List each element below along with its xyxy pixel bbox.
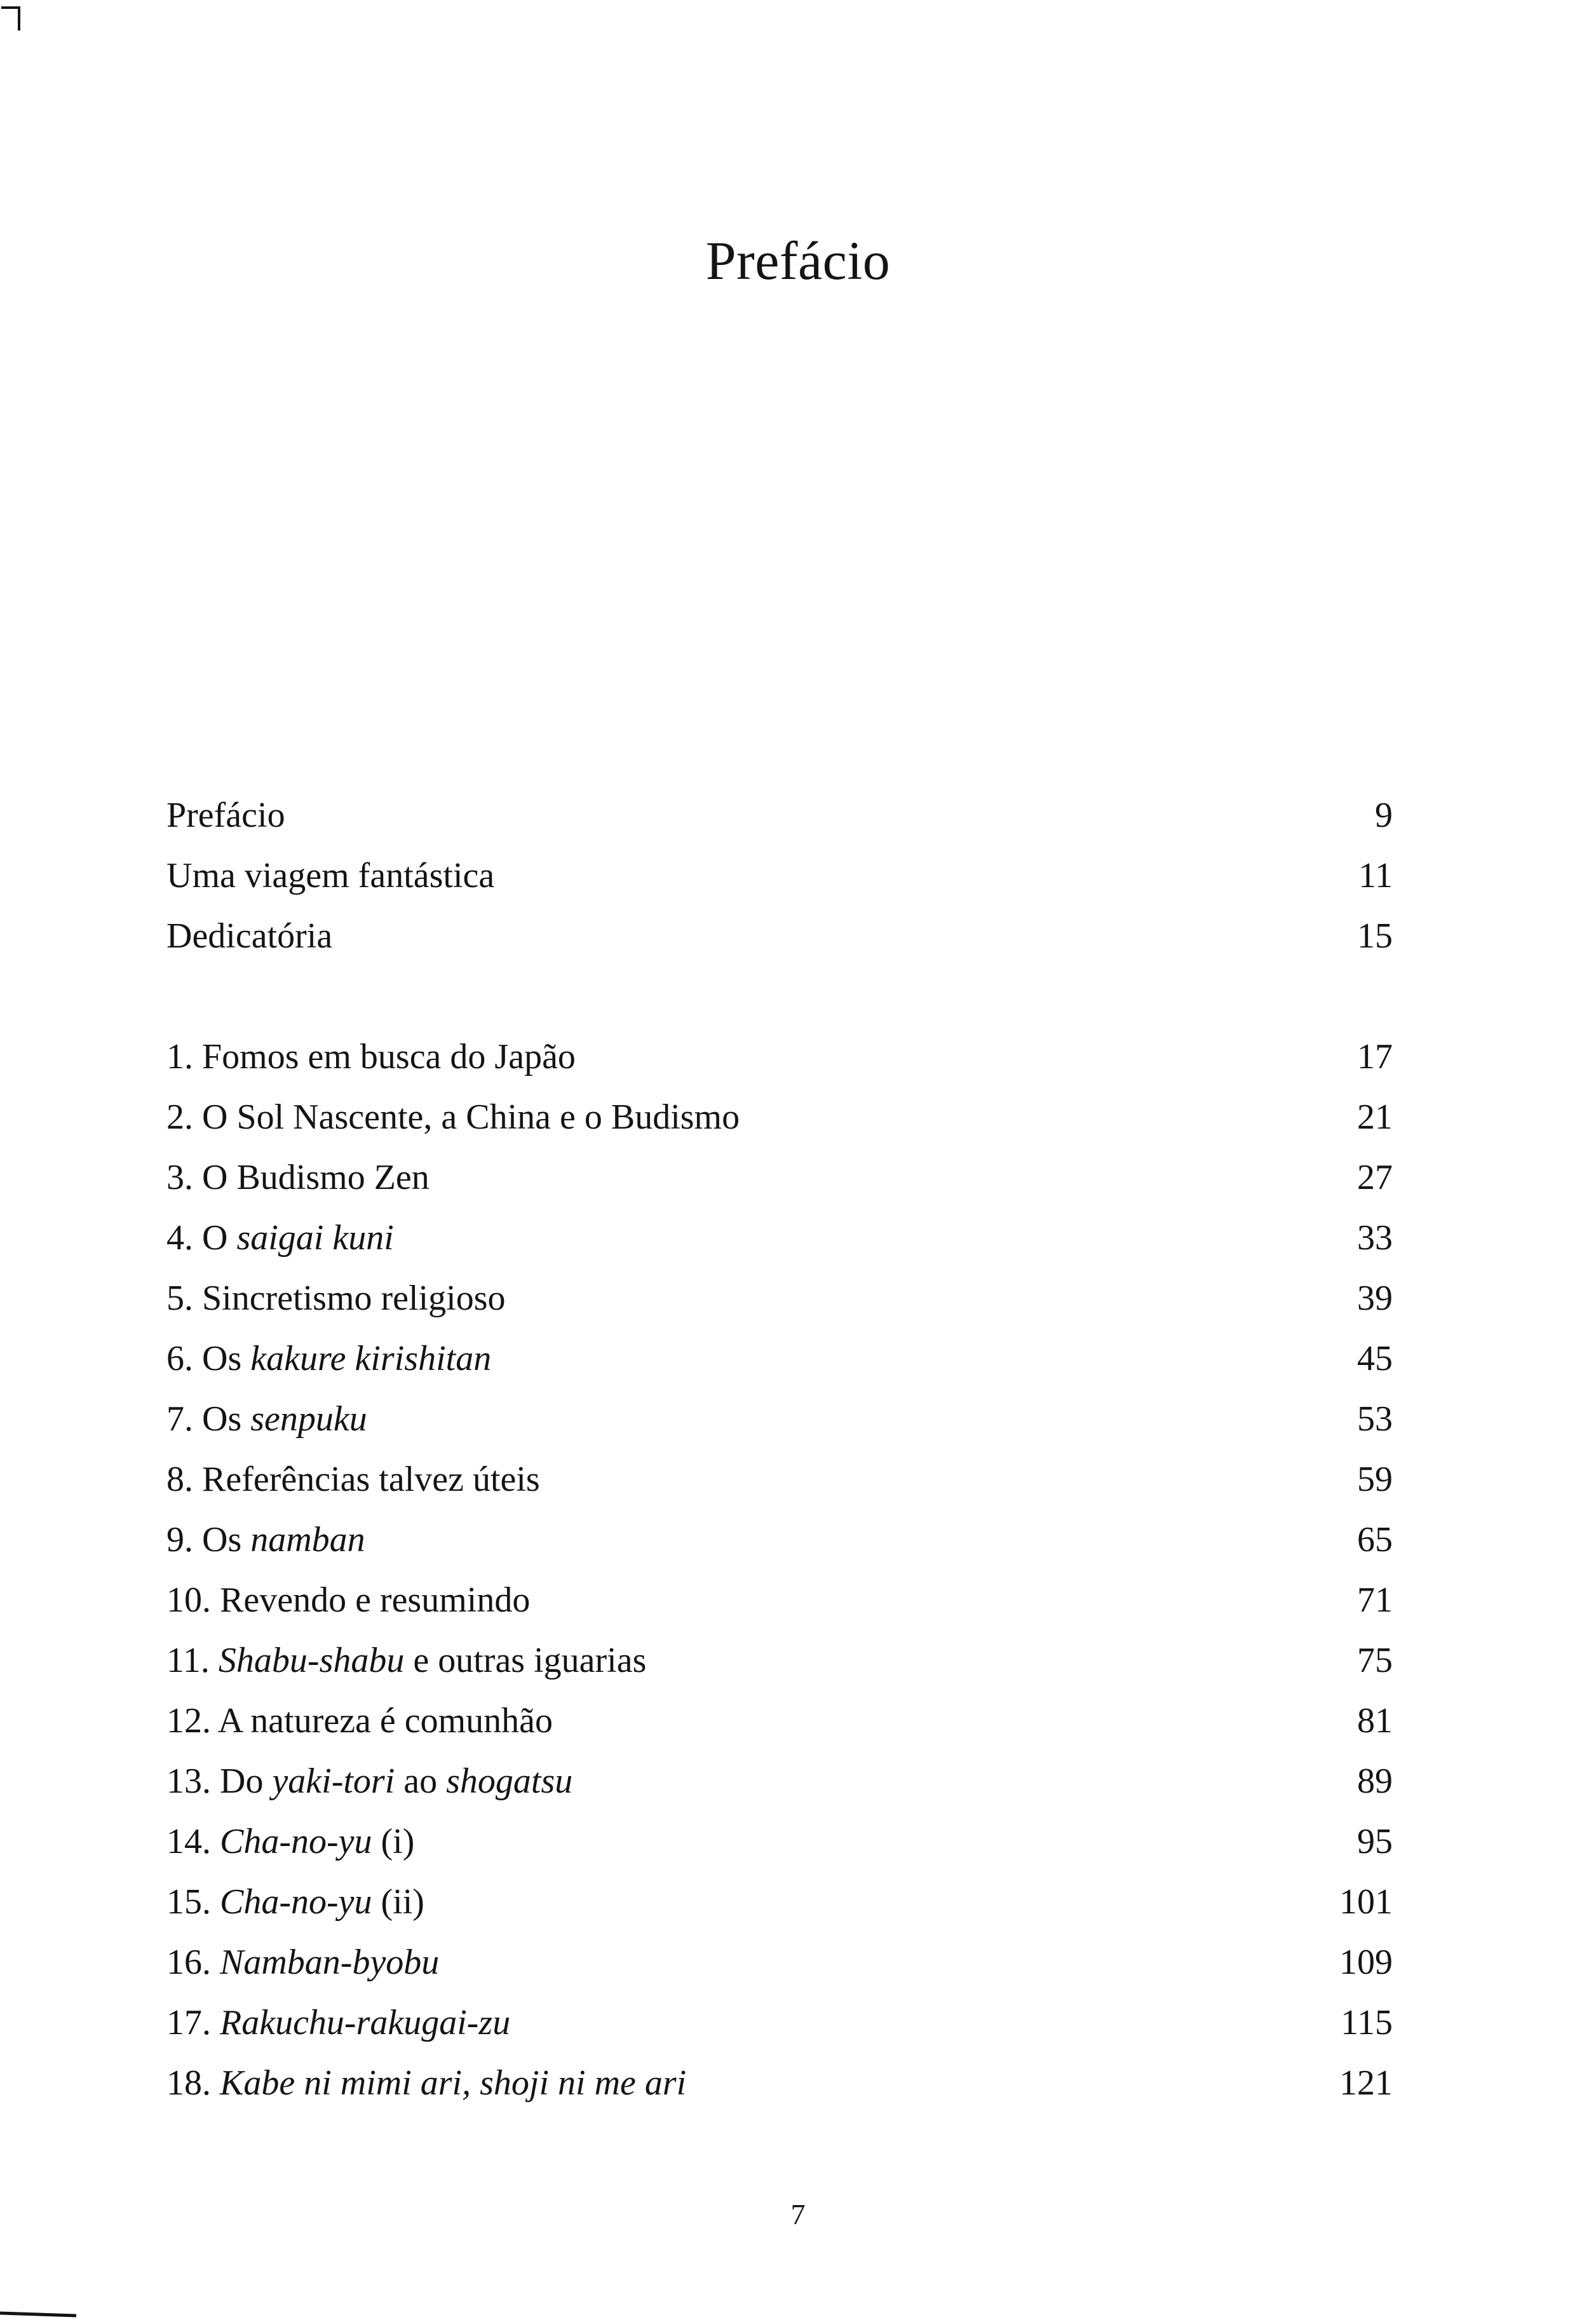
chapter-title-text: Revendo e resumindo — [220, 1580, 531, 1620]
chapter-number: 11. — [166, 1641, 210, 1680]
crop-mark-bottom-icon — [0, 2309, 76, 2318]
chapter-title-italic: Cha-no-yu — [220, 1882, 372, 1922]
toc-row — [166, 1208, 1393, 1268]
chapter-title-text: Referências talvez úteis — [202, 1460, 540, 1499]
chapter-number: 3. — [166, 1158, 193, 1197]
toc-chapter-page: 45 — [1357, 1339, 1393, 1378]
toc-row — [166, 1087, 1393, 1148]
page-number: 7 — [790, 2198, 806, 2230]
chapter-title-italic: Shabu-shabu — [218, 1641, 405, 1680]
chapter-title-text: Do — [220, 1762, 273, 1801]
chapter-number: 13. — [166, 1762, 211, 1801]
toc-front-matter — [166, 785, 1393, 967]
chapter-title-text: Os — [202, 1339, 251, 1378]
toc-chapter-page: 109 — [1339, 1943, 1393, 1982]
crop-mark-icon — [0, 5, 25, 33]
chapter-number: 4. — [166, 1218, 193, 1258]
chapter-title-text: Os — [202, 1520, 251, 1559]
chapter-title-text: Fomos em busca do Japão — [202, 1037, 576, 1076]
toc-chapter-page: 65 — [1357, 1520, 1393, 1559]
toc-chapter-label — [166, 1691, 553, 1751]
chapter-title-italic: Namban-byobu — [220, 1943, 440, 1982]
toc-entry-page: 11 — [1358, 856, 1393, 895]
chapter-number: 5. — [166, 1279, 193, 1318]
toc-entry-label: Prefácio — [166, 796, 285, 835]
chapter-number: 7. — [166, 1399, 193, 1439]
toc-row — [166, 785, 1393, 846]
toc-row — [166, 1268, 1393, 1329]
toc-row — [166, 1027, 1393, 1087]
chapter-number: 9. — [166, 1520, 193, 1559]
chapter-title-italic: saigai kuni — [236, 1218, 394, 1258]
chapter-title-text: Sincretismo religioso — [202, 1279, 506, 1318]
toc-chapter-page: 75 — [1357, 1641, 1393, 1680]
toc-chapter-page: 71 — [1357, 1580, 1393, 1620]
chapter-number: 2. — [166, 1097, 193, 1137]
chapter-title-text: e outras iguarias — [404, 1641, 647, 1680]
toc-row — [166, 1631, 1393, 1691]
chapter-title-text: Os — [202, 1399, 251, 1439]
chapter-title-italic: yaki-tori — [272, 1762, 395, 1801]
toc-chapter-label — [166, 1751, 572, 1812]
toc-row — [166, 1329, 1393, 1389]
toc-row — [166, 1751, 1393, 1812]
chapter-title-italic: Kabe ni mimi ari, shoji ni me ari — [220, 2063, 687, 2103]
toc-entry-page: 15 — [1357, 916, 1393, 956]
toc-chapter-label — [166, 1087, 740, 1148]
toc-row — [166, 1570, 1393, 1631]
toc-chapter-page: 27 — [1357, 1158, 1393, 1197]
toc-chapter-label — [166, 1027, 576, 1087]
chapter-number: 16. — [166, 1943, 211, 1982]
chapter-title-text: (ii) — [372, 1882, 424, 1922]
toc-chapter-label — [166, 1872, 424, 1932]
toc-chapter-page: 53 — [1357, 1399, 1393, 1439]
toc-divider-space — [166, 967, 1393, 1027]
toc-chapter-label — [166, 1510, 365, 1570]
toc-row — [166, 906, 1393, 967]
chapter-number: 10. — [166, 1580, 211, 1620]
toc-row — [166, 1389, 1393, 1450]
toc-chapter-label — [166, 1570, 530, 1631]
toc-chapter-page: 101 — [1339, 1882, 1393, 1922]
toc-entry-label: Dedicatória — [166, 916, 333, 956]
toc-chapter-label — [166, 1993, 510, 2053]
chapter-number: 8. — [166, 1460, 193, 1499]
chapter-title-text: A natureza é comunhão — [217, 1701, 553, 1741]
toc-row — [166, 1450, 1393, 1510]
toc-chapter-page: 95 — [1357, 1822, 1393, 1861]
toc-chapter-label — [166, 2053, 686, 2114]
toc-chapter-label — [166, 1268, 506, 1329]
chapter-number: 14. — [166, 1822, 211, 1861]
toc-chapter-page: 121 — [1339, 2063, 1393, 2103]
toc-chapter-label — [166, 1329, 491, 1389]
toc-row — [166, 2053, 1393, 2114]
toc-chapter-label — [166, 1932, 439, 1993]
toc-chapter-page: 39 — [1357, 1279, 1393, 1318]
chapter-title-italic: shogatsu — [446, 1762, 573, 1801]
toc-chapter-label — [166, 1450, 540, 1510]
toc-chapter-label — [166, 1148, 429, 1208]
table-of-contents — [166, 785, 1393, 2114]
toc-row — [166, 1993, 1393, 2053]
toc-row — [166, 1148, 1393, 1208]
chapter-number: 6. — [166, 1339, 193, 1378]
chapter-number: 15. — [166, 1882, 211, 1922]
chapter-title-text: O Sol Nascente, a China e o Budismo — [202, 1097, 740, 1137]
toc-chapter-label — [166, 1631, 646, 1691]
toc-chapter-page: 115 — [1341, 2003, 1393, 2042]
chapter-number: 1. — [166, 1037, 193, 1076]
toc-row — [166, 1510, 1393, 1570]
toc-row — [166, 1932, 1393, 1993]
chapter-title-text: ao — [395, 1762, 447, 1801]
chapter-title-italic: kakure kirishitan — [250, 1339, 492, 1378]
toc-entry-label: Uma viagem fantástica — [166, 856, 495, 895]
toc-chapter-page: 89 — [1357, 1762, 1393, 1801]
chapter-title-text: (i) — [372, 1822, 415, 1861]
chapter-title-italic: Rakuchu-rakugai-zu — [220, 2003, 511, 2042]
toc-chapter-page: 17 — [1357, 1037, 1393, 1076]
chapter-number: 17. — [166, 2003, 211, 2042]
toc-chapter-page: 33 — [1357, 1218, 1393, 1258]
toc-chapter-list — [166, 1027, 1393, 2114]
toc-row — [166, 1812, 1393, 1872]
chapter-number: 12. — [166, 1701, 211, 1741]
chapter-title-text: O Budismo Zen — [202, 1158, 429, 1197]
toc-row — [166, 1691, 1393, 1751]
chapter-title-italic: senpuku — [250, 1399, 367, 1439]
toc-row — [166, 846, 1393, 906]
toc-chapter-page: 81 — [1357, 1701, 1393, 1741]
toc-entry-page: 9 — [1375, 796, 1393, 835]
chapter-number: 18. — [166, 2063, 211, 2103]
chapter-title-italic: Cha-no-yu — [220, 1822, 372, 1861]
toc-chapter-label — [166, 1389, 367, 1450]
toc-chapter-label — [166, 1208, 394, 1268]
toc-chapter-page: 59 — [1357, 1460, 1393, 1499]
toc-chapter-page: 21 — [1357, 1097, 1393, 1137]
chapter-title-italic: namban — [250, 1520, 365, 1559]
toc-chapter-label — [166, 1812, 414, 1872]
toc-row — [166, 1872, 1393, 1932]
chapter-title-text: O — [202, 1218, 237, 1258]
page-title: Prefácio — [705, 230, 891, 291]
